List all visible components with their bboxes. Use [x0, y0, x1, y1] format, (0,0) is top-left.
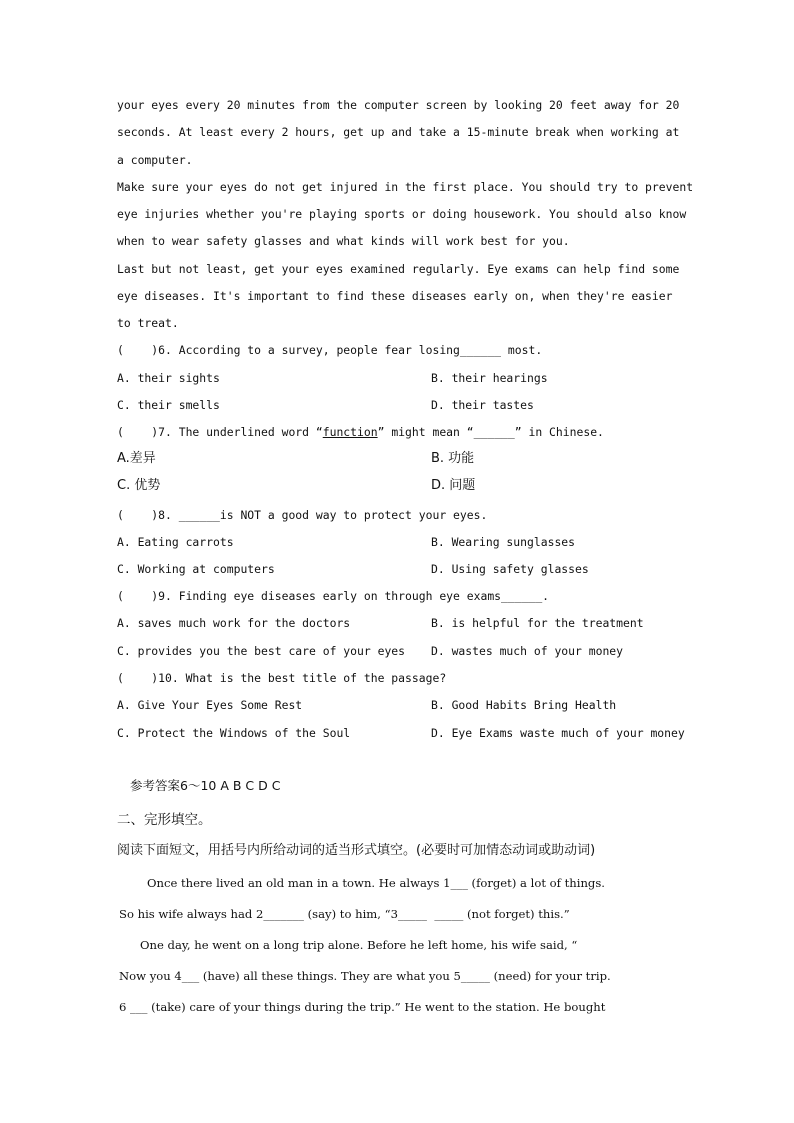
- cloze-line: 6 ___ (take) care of your things during the trip.” He went to the station. He bought: [119, 1000, 606, 1014]
- question-10-option-d: D. Eye Exams waste much of your money: [431, 726, 685, 740]
- answer-key: 参考答案6～10 A B C D C: [130, 778, 281, 793]
- question-7-option-b: B. 功能: [431, 451, 475, 466]
- question-7-option-c: C. 优势: [117, 478, 161, 493]
- cloze-line: Now you 4___ (have) all these things. They are what you 5_____ (need) for your trip.: [119, 969, 611, 983]
- question-8-option-c: C. Working at computers: [117, 562, 275, 576]
- section-instruction: 阅读下面短文，用括号内所给动词的适当形式填空。(必要时可加情态动词或助动词): [117, 843, 596, 858]
- question-9-option-d: D. wastes much of your money: [431, 644, 624, 658]
- question-7-stem: [117, 424, 604, 440]
- question-9-option-a: A. saves much work for the doctors: [117, 616, 351, 630]
- passage-line: Make sure your eyes do not get injured in the first place. You should try to prevent: [117, 180, 694, 194]
- question-10-option-b: B. Good Habits Bring Health: [431, 698, 617, 712]
- question-10-option-a: A. Give Your Eyes Some Rest: [117, 698, 303, 712]
- question-6-option-c: C. their smells: [117, 398, 220, 412]
- passage-line: when to wear safety glasses and what kinds will work best for you.: [117, 234, 570, 248]
- passage-line: a computer.: [117, 153, 193, 167]
- passage-line: your eyes every 20 minutes from the computer screen by looking 20 feet away for 20: [117, 98, 680, 112]
- underlined-word: function: [322, 425, 378, 439]
- cloze-line: So his wife always had 2_______ (say) to him, “3_____ _____ (not forget) this.”: [119, 907, 570, 921]
- passage-line: to treat.: [117, 316, 179, 330]
- question-6-option-b: B. their hearings: [431, 371, 548, 385]
- question-8-option-b: B. Wearing sunglasses: [431, 535, 576, 549]
- question-7-option-d: D. 问题: [431, 478, 476, 493]
- question-9-stem: ( )9. Finding eye diseases early on through eye exams______.: [117, 589, 550, 603]
- question-9-option-b: B. is helpful for the treatment: [431, 616, 644, 630]
- question-6-option-a: A. their sights: [117, 371, 220, 385]
- section-title: 二、完形填空。: [117, 812, 212, 828]
- question-7-stem-before: ( )7. The underlined word “: [117, 425, 323, 439]
- question-8-option-d: D. Using safety glasses: [431, 562, 589, 576]
- passage-line: Last but not least, get your eyes examined regularly. Eye exams can help find some: [117, 262, 680, 276]
- question-9-option-c: C. provides you the best care of your eyes: [117, 644, 406, 658]
- question-8-option-a: A. Eating carrots: [117, 535, 234, 549]
- question-8-stem: ( )8. ______is NOT a good way to protect your eyes.: [117, 508, 488, 522]
- question-7-option-a: A.差异: [117, 451, 156, 466]
- question-10-stem: ( )10. What is the best title of the passage?: [117, 671, 447, 685]
- cloze-line: Once there lived an old man in a town. He always 1___ (forget) a lot of things.: [147, 876, 605, 890]
- question-7-stem-after: ” might mean “______” in Chinese.: [377, 425, 604, 439]
- passage-line: eye diseases. It's important to find these diseases early on, when they're easier: [117, 289, 673, 303]
- passage-line: seconds. At least every 2 hours, get up and take a 15-minute break when working at: [117, 125, 680, 139]
- passage-line: eye injuries whether you're playing sports or doing housework. You should also know: [117, 207, 687, 221]
- question-10-option-c: C. Protect the Windows of the Soul: [117, 726, 351, 740]
- cloze-line: One day, he went on a long trip alone. Before he left home, his wife said, “: [140, 938, 578, 952]
- question-6-option-d: D. their tastes: [431, 398, 534, 412]
- question-6-stem: ( )6. According to a survey, people fear losing______ most.: [117, 343, 543, 357]
